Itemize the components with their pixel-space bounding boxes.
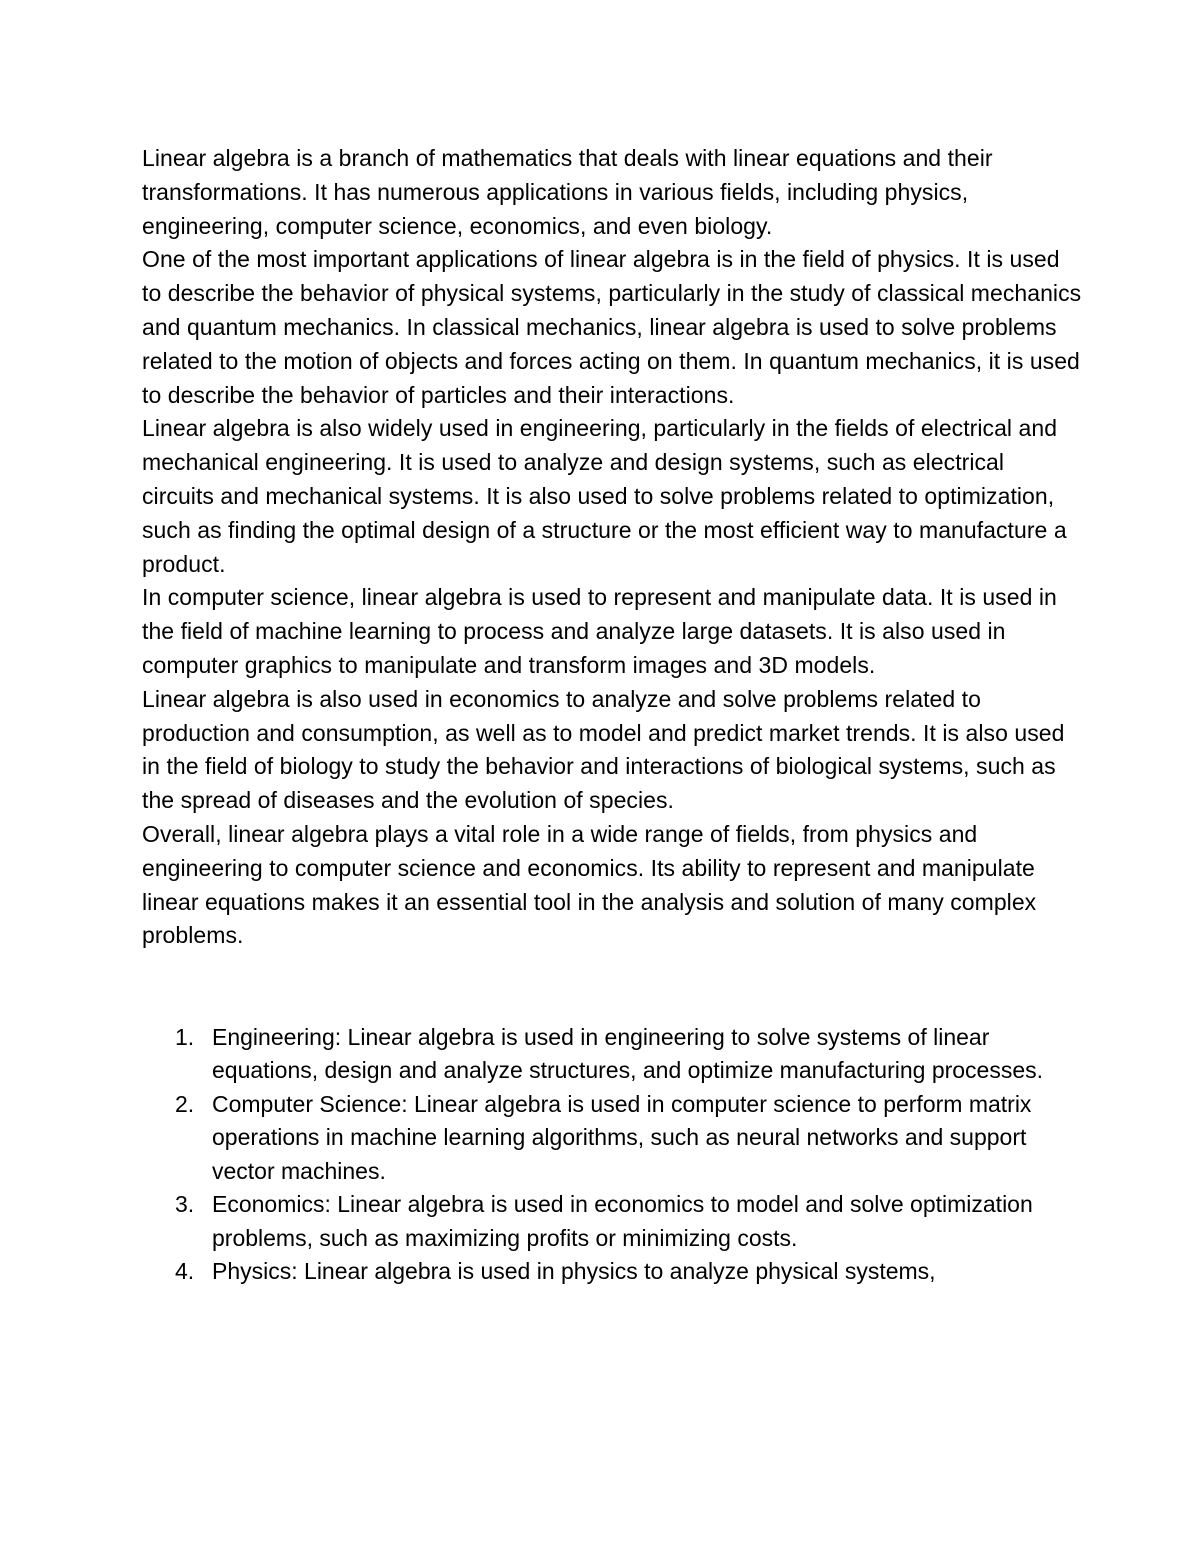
list-item-text: Computer Science: Linear algebra is used in computer science to perform matrix operations in machine learning algorithms, such as neural networks and support vector machines. (212, 1090, 1032, 1184)
paragraph-economics-biology: Linear algebra is also used in economics to analyze and solve problems related to production and consumption, as well as to model and predict market trends. It is also used in the field of biology to study the behavior and interactions of biological systems, such as the spread of diseases and the evolution of species. (142, 685, 1065, 814)
paragraph-physics: One of the most important applications of linear algebra is in the field of physics. It is used to describe the behavior of physical systems, particularly in the study of classical mechanics and quantum mechanics. In classical mechanics, linear algebra is used to solve problems related to the motion of objects and forces acting on them. In quantum mechanics, it is used to describe the behavior of particles and their interactions. (142, 246, 1082, 408)
spacer (142, 953, 1082, 1021)
list-number: 3. (175, 1191, 195, 1218)
list-item-text: Engineering: Linear algebra is used in engineering to solve systems of linear equations, design and analyze structures, and optimize manufacturing processes. (212, 1023, 1044, 1084)
list-number: 4. (175, 1258, 195, 1285)
paragraph-computer-science: In computer science, linear algebra is used to represent and manipulate data. It is used in the field of machine learning to process and analyze large datasets. It is also used in computer graphics to manipulate and transform images and 3D models. (142, 584, 1057, 678)
paragraph-overall: Overall, linear algebra plays a vital role in a wide range of fields, from physics and engineering to computer science and economics. Its ability to represent and manipulate linear equations makes it an essential tool in the analysis and solution of many complex problems. (142, 820, 1037, 949)
list-item (142, 1255, 1082, 1289)
list-number: 2. (175, 1090, 195, 1117)
list-item (142, 1188, 1082, 1255)
paragraph-intro: Linear algebra is a branch of mathematics that deals with linear equations and their transformations. It has numerous applications in various fields, including physics, engineering, computer science, economics, and even biology. (142, 145, 993, 239)
list-number: 1. (175, 1023, 195, 1050)
list-item (142, 1021, 1082, 1088)
list-item-text: Physics: Linear algebra is used in physics to analyze physical systems, (212, 1258, 936, 1285)
paragraph-engineering: Linear algebra is also widely used in engineering, particularly in the fields of electrical and mechanical engineering. It is used to analyze and design systems, such as electrical circuits and mechanical systems. It is also used to solve problems related to optimization, such as finding the optimal design of a structure or the most efficient way to manufacture a product. (142, 415, 1067, 577)
applications-list (142, 1021, 1082, 1289)
list-item-text: Economics: Linear algebra is used in economics to model and solve optimization problems, such as maximizing profits or minimizing costs. (212, 1191, 1033, 1251)
list-item (142, 1088, 1082, 1189)
document-body (142, 142, 1082, 1289)
